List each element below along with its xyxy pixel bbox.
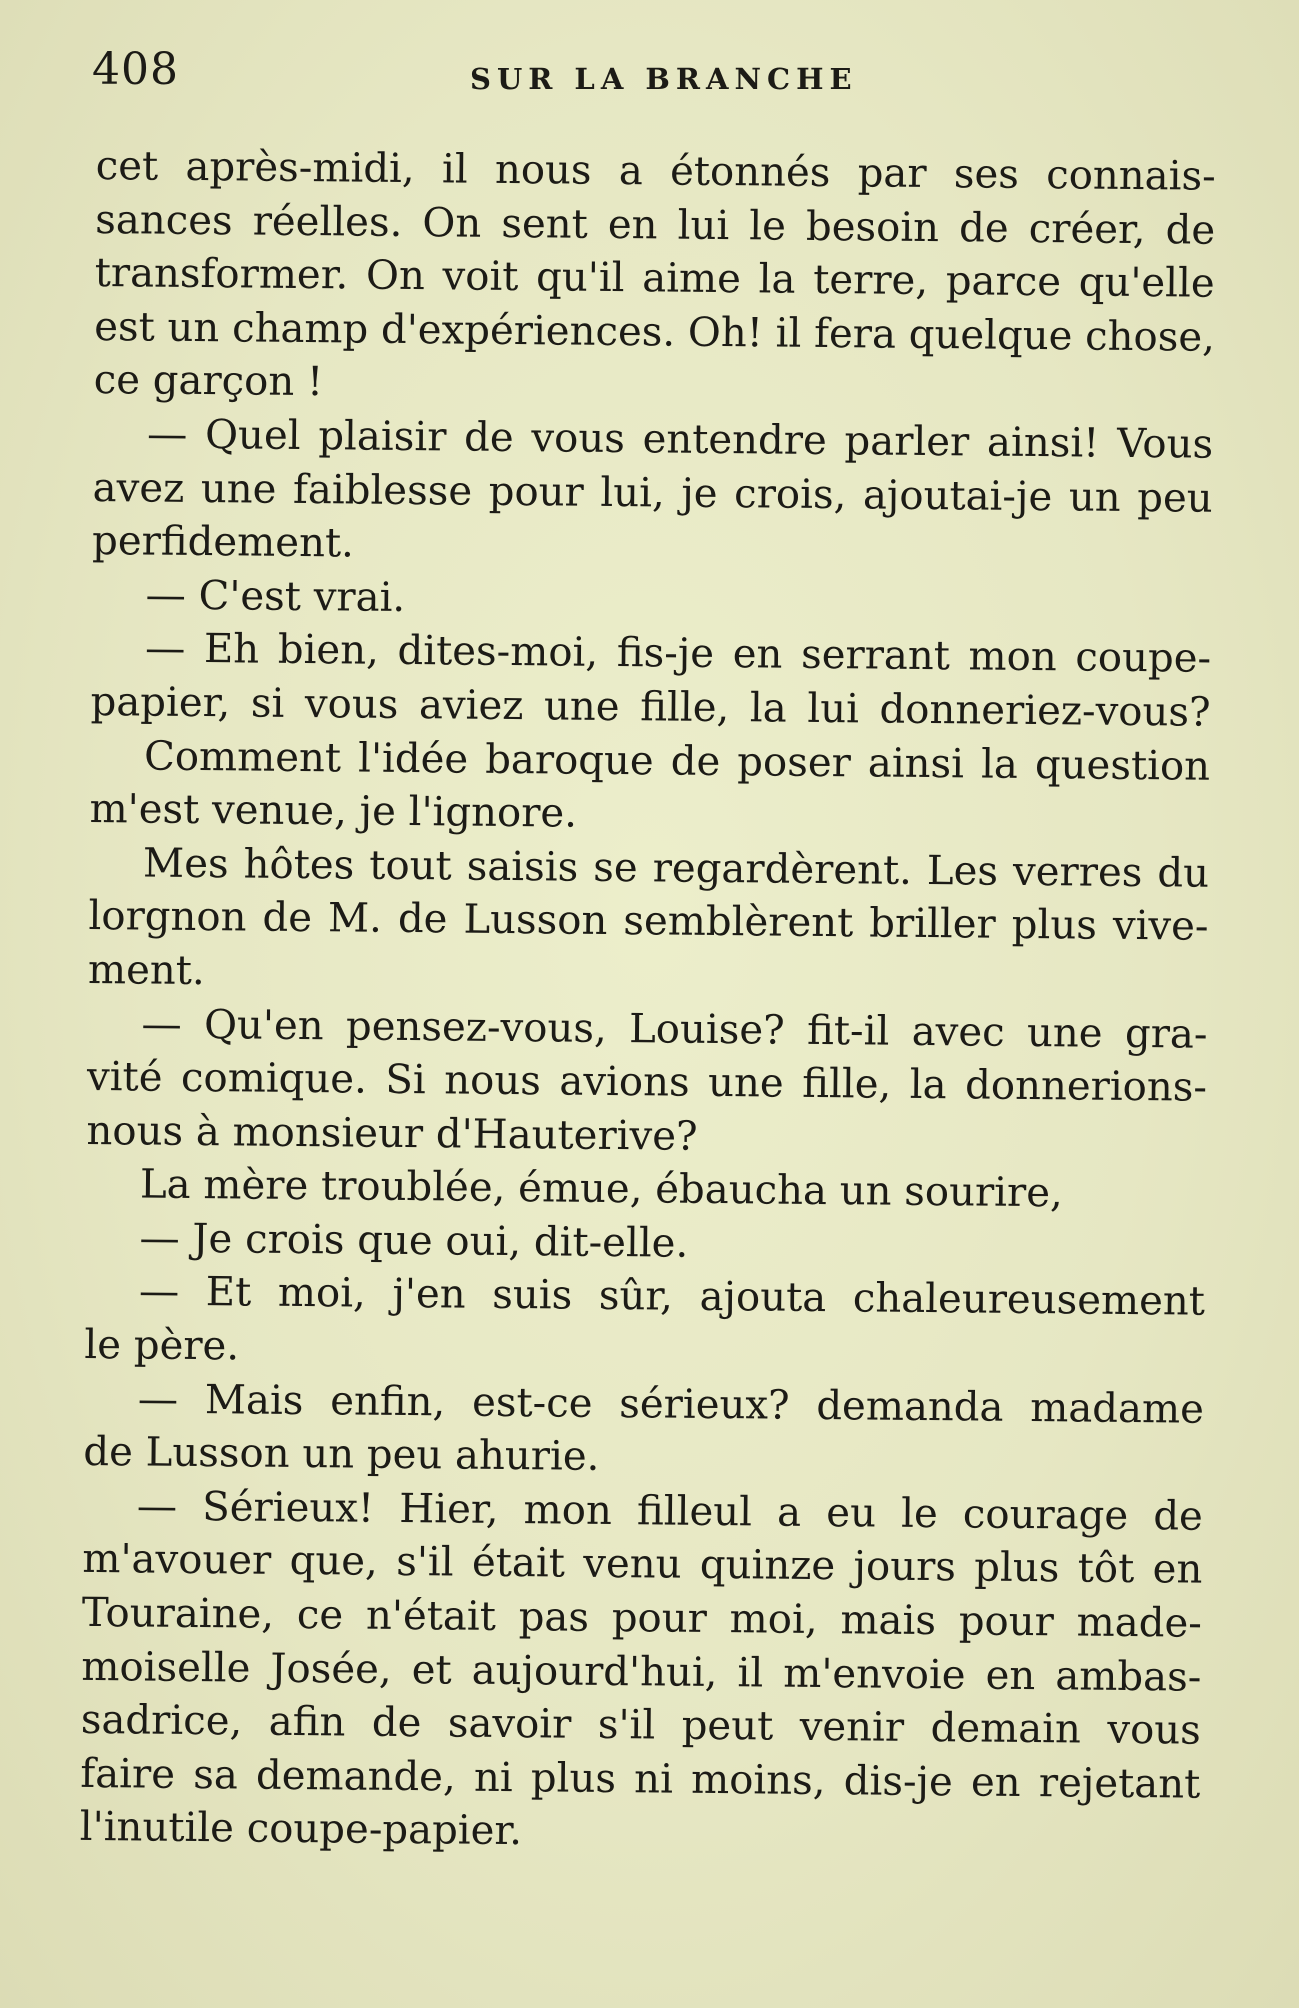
text-line: perfidement. xyxy=(91,518,355,567)
text-line: sadrice, afin de savoir s'il peut venir demain vous xyxy=(80,1697,1202,1754)
page-number: 408 xyxy=(92,44,179,95)
text-line: — Mais enfin, est-ce sérieux? demanda madame xyxy=(137,1376,1205,1433)
text-line: l'inutile coupe-papier. xyxy=(79,1804,523,1855)
text-line: ment. xyxy=(87,946,205,994)
text-line: nous à monsieur d'Hauterive? xyxy=(86,1107,698,1160)
text-line: papier, si vous aviez une fille, la lui donneriez-vous? xyxy=(90,678,1211,736)
text-line: lorgnon de M. de Lusson semblèrent briller plus vive- xyxy=(88,893,1209,951)
text-line: cet après-midi, il nous a étonnés par ses connais- xyxy=(95,142,1216,200)
text-line: — Sérieux! Hier, mon filleul a eu le courage de xyxy=(136,1483,1204,1540)
text-line: — C'est vrai. xyxy=(145,572,406,621)
text-line: — Et moi, j'en suis sûr, ajouta chaleureusement xyxy=(138,1268,1206,1326)
text-line: — Qu'en pensez-vous, Louise? fit-il avec une gra- xyxy=(141,1000,1208,1058)
text-line: transformer. On voit qu'il aime la terre, parce qu'elle xyxy=(94,250,1215,307)
text-line: le père. xyxy=(84,1322,240,1370)
text-line: de Lusson un peu ahurie. xyxy=(83,1429,600,1481)
body-text xyxy=(80,140,1216,1866)
text-line: moiselle Josée, et aujourd'hui, il m'envoie en ambas- xyxy=(81,1643,1202,1701)
text-line: ce garçon ! xyxy=(93,357,324,406)
text-line: Touraine, ce n'était pas pour moi, mais pour made- xyxy=(81,1589,1203,1647)
text-line: sances réelles. On sent en lui le besoin de créer, de xyxy=(95,196,1216,254)
text-line: Mes hôtes tout saisis se regardèrent. Les verres du xyxy=(142,840,1210,897)
text-line: — Quel plaisir de vous entendre parler ainsi! Vous xyxy=(146,411,1214,468)
text-line: — Eh bien, dites-moi, fis-je en serrant mon coupe- xyxy=(144,625,1212,683)
text-line: La mère troublée, émue, ébaucha un sourire, xyxy=(139,1161,1064,1217)
text-line: faire sa demande, ni plus ni moins, dis-je en rejetant xyxy=(80,1750,1201,1808)
text-line: m'est venue, je l'ignore. xyxy=(89,786,578,837)
text-line: vité comique. Si nous avions une fille, la donnerions- xyxy=(86,1054,1208,1111)
text-line: est un champ d'expériences. Oh! il fera quelque chose, xyxy=(93,303,1216,361)
text-line: — Je crois que oui, dit-elle. xyxy=(139,1215,689,1267)
text-line: m'avouer que, s'il était venu quinze jours plus tôt en xyxy=(82,1536,1203,1594)
running-title: SUR LA BRANCHE xyxy=(470,62,858,96)
text-line: avez une faiblesse pour lui, je crois, ajoutai-je un peu xyxy=(92,464,1213,522)
text-line: Comment l'idée baroque de poser ainsi la question xyxy=(143,733,1211,790)
